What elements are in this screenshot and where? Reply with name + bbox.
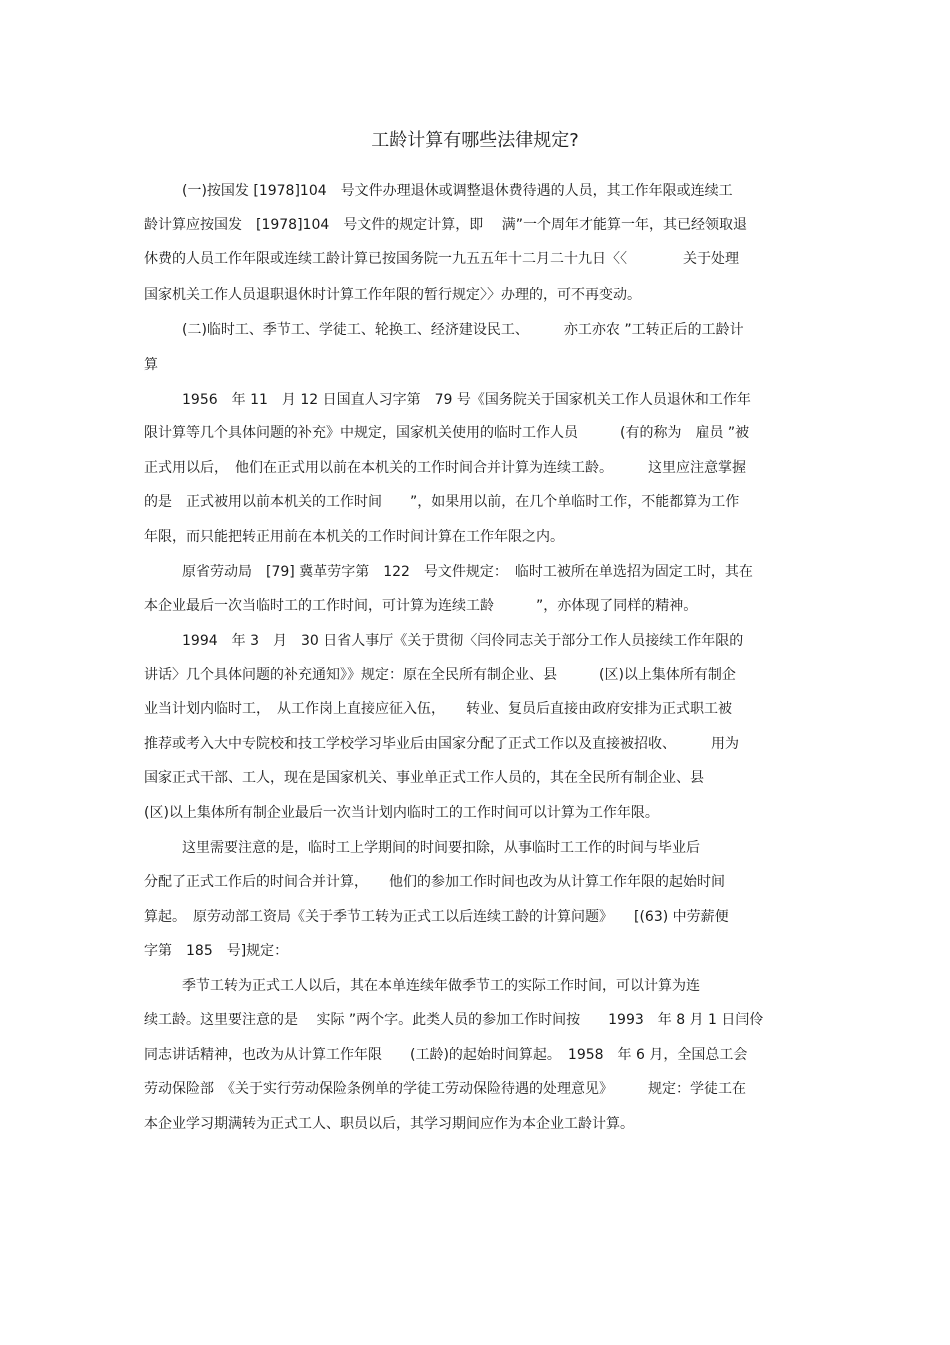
text-line: 原省劳动局 [79] 冀革劳字第 122 号文件规定： 临时工被所在单选招为固定工时，其在 xyxy=(182,564,753,580)
text-line: 分配了正式工作后的时间合并计算， 他们的参加工作时间也改为从计算工作年限的起始时间 xyxy=(144,874,725,890)
text-line: 本企业学习期满转为正式工人、职员以后，其学习期间应作为本企业工龄计算。 xyxy=(144,1116,634,1132)
text-line: 同志讲话精神，也改为从计算工作年限 (工龄)的起始时间算起。 1958 年 6 月，全国总工会 xyxy=(144,1047,748,1063)
text-line: (区)以上集体所有制企业最后一次当计划内临时工的工作时间可以计算为工作年限。 xyxy=(144,805,659,821)
text-line: 休费的人员工作年限或连续工龄计算已按国务院一九五五年十二月二十九日〈〈 关于处理 xyxy=(144,251,739,267)
text-line: (二)临时工、季节工、学徒工、轮换工、经济建设民工、 亦工亦农 ”工转正后的工龄计 xyxy=(182,322,744,338)
text-line: 国家正式干部、工人，现在是国家机关、事业单正式工作人员的，其在全民所有制企业、县 xyxy=(144,770,704,786)
text-line: 本企业最后一次当临时工的工作时间，可计算为连续工龄 ”，亦体现了同样的精神。 xyxy=(144,598,698,614)
text-line: 字第 185 号]规定： xyxy=(144,943,289,959)
text-line: 年限，而只能把转正用前在本机关的工作时间计算在工作年限之内。 xyxy=(144,529,564,545)
text-line: 1956 年 11 月 12 日国直人习字第 79 号《国务院关于国家机关工作人员退休和工作年 xyxy=(182,392,751,408)
text-line: 这里需要注意的是，临时工上学期间的时间要扣除，从事临时工工作的时间与毕业后 xyxy=(182,840,700,856)
text-line: 1994 年 3 月 30 日省人事厅《关于贯彻〈闫伶同志关于部分工作人员接续工作年限的 xyxy=(182,633,744,649)
text-line: 季节工转为正式工人以后，其在本单连续年做季节工的实际工作时间，可以计算为连 xyxy=(182,978,700,994)
text-line: 正式用以后， 他们在正式用以前在本机关的工作时间合并计算为连续工龄。 这里应注意掌握 xyxy=(144,460,746,476)
text-line: 限计算等几个具体问题的补充》中规定，国家机关使用的临时工作人员 (有的称为 雇员 ”被 xyxy=(144,425,750,441)
text-line: 的是 正式被用以前本机关的工作时间 ”，如果用以前，在几个单临时工作，不能都算为工作 xyxy=(144,494,740,510)
text-line: 算起。 原劳动部工资局《关于季节工转为正式工以后连续工龄的计算问题》 [(63) 中劳薪便 xyxy=(144,909,729,925)
text-line: 龄计算应按国发 [1978]104 号文件的规定计算，即 满”一个周年才能算一年，其已经领取退 xyxy=(144,217,747,233)
text-line: 劳动保险部 《关于实行劳动保险条例单的学徒工劳动保险待遇的处理意见》 规定：学徒工在 xyxy=(144,1081,746,1097)
text-line: 推荐或考入大中专院校和技工学校学习毕业后由国家分配了正式工作以及直接被招收、 用为 xyxy=(144,736,739,752)
document-title: 工龄计算有哪些法律规定? xyxy=(371,130,579,151)
text-line: 续工龄。这里要注意的是 实际 ”两个字。此类人员的参加工作时间按 1993 年 8 月 1 日闫伶 xyxy=(144,1012,764,1028)
text-line: 国家机关工作人员退职退休时计算工作年限的暂行规定〉〉办理的，可不再变动。 xyxy=(144,287,641,303)
text-line: 业当计划内临时工， 从工作岗上直接应征入伍， 转业、复员后直接由政府安排为正式职工被 xyxy=(144,701,732,717)
text-line: (一)按国发 [1978]104 号文件办理退休或调整退休费待遇的人员，其工作年限或连续工 xyxy=(182,183,733,199)
text-line: 算 xyxy=(144,357,158,373)
text-line: 讲话〉几个具体问题的补充通知》》规定：原在全民所有制企业、县 (区)以上集体所有制企 xyxy=(144,667,736,683)
